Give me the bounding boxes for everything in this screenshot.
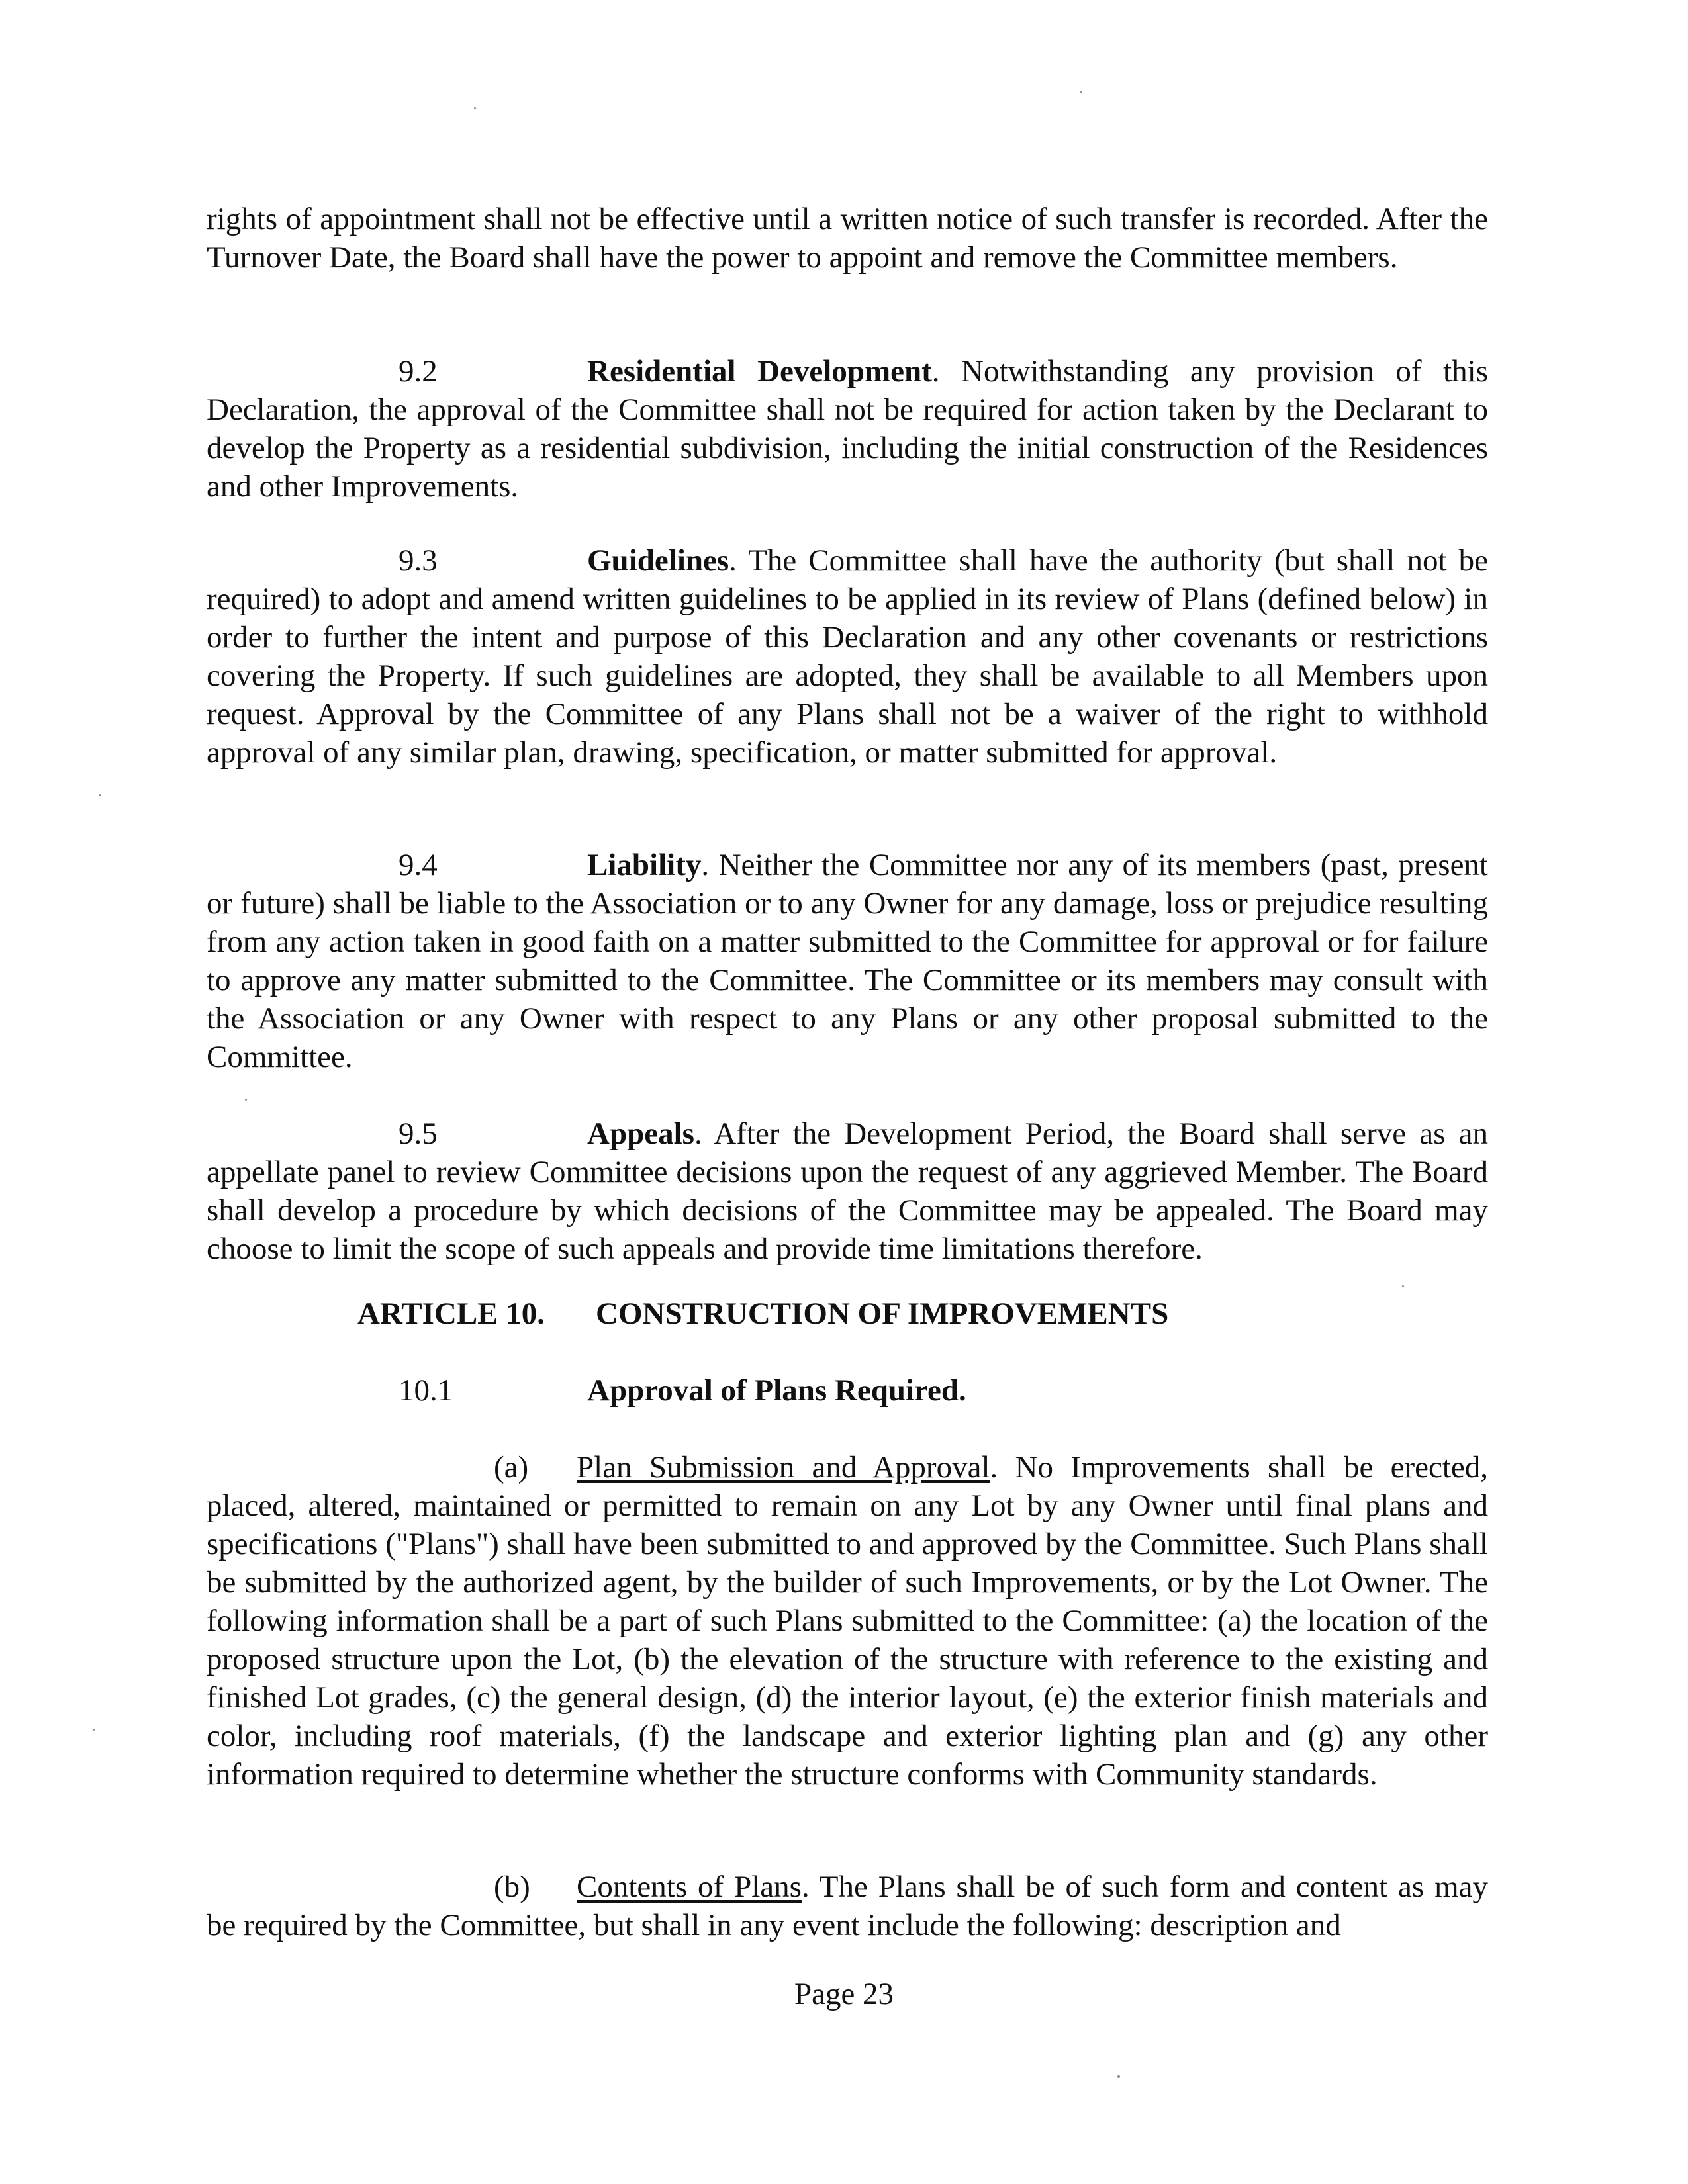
subsection-title: Contents of Plans	[577, 1870, 802, 1904]
section-9-4	[207, 846, 1488, 1076]
subsection-label: (b)	[494, 1870, 530, 1904]
subsection-body: . No Improvements shall be erected, placed, altered, maintained or permitted to remain on any Lot by any Owner until final plans and specifications ("Plans") shall have been submitted to and approved by the Committee. Such Plans shall be submitted by the authorized agent, by the builder of such Improvements, or by the Lot Owner. The following information shall be a part of such Plans submitted to the Committee: (a) the location of the proposed structure upon the Lot, (b) the elevation of the structure with reference to the existing and finished Lot grades, (c) the general design, (d) the interior layout, (e) the exterior finish materials and color, including roof materials, (f) the landscape and exterior lighting plan and (g) any other information required to determine whether the structure conforms with Community standards.	[207, 1450, 1488, 1792]
subsection-label: (a)	[494, 1450, 529, 1484]
paragraph-body: rights of appointment shall not be effective until a written notice of such transfer is recorded. After the Turnover Date, the Board shall have the power to appoint and remove the Committee members.	[207, 202, 1488, 275]
section-10-1-heading	[207, 1371, 1488, 1410]
subsection-body: . The Plans shall be of such form and content as may be required by the Committee, but shall in any event include the following: description and	[207, 1870, 1488, 1942]
section-9-2	[207, 352, 1488, 506]
section-number: 10.1	[399, 1373, 453, 1408]
scan-speck	[1080, 91, 1082, 93]
article-number: ARTICLE 10.	[357, 1297, 545, 1331]
section-title: Guidelines	[587, 543, 729, 578]
section-9-5	[207, 1115, 1488, 1268]
section-title: Approval of Plans Required.	[587, 1373, 966, 1408]
section-title: Residential Development	[587, 354, 932, 388]
article-title: CONSTRUCTION OF IMPROVEMENTS	[596, 1297, 1169, 1331]
section-title: Appeals	[587, 1116, 694, 1151]
section-body: . The Committee shall have the authority (but shall not be required) to adopt and amend written guidelines to be applied in its review of Plans (defined below) in order to further the intent and purpose of this Declaration and any other covenants or restrictions covering the Property. If such guidelines are adopted, they shall be available to all Members upon request. Approval by the Committee of any Plans shall not be a waiver of the right to withhold approval of any similar plan, drawing, specification, or matter submitted for approval.	[207, 543, 1488, 770]
scan-speck	[1117, 2075, 1120, 2078]
scan-speck	[1402, 1285, 1404, 1287]
section-body: . Notwithstanding any provision of this Declaration, the approval of the Committee shall not be required for action taken by the Declarant to develop the Property as a residential subdivision, including the initial construction of the Residences and other Improvements.	[207, 354, 1488, 504]
section-number: 9.4	[399, 848, 438, 882]
scan-speck	[93, 1729, 95, 1731]
subsection-title: Plan Submission and Approval	[577, 1450, 990, 1484]
section-title: Liability	[587, 848, 702, 882]
paragraph-continuation	[207, 200, 1488, 277]
section-number: 9.3	[399, 543, 438, 578]
subsection-a	[207, 1448, 1488, 1794]
article-heading	[357, 1295, 1168, 1333]
subsection-b	[207, 1868, 1488, 1944]
section-number: 9.2	[399, 354, 438, 388]
section-number: 9.5	[399, 1116, 438, 1151]
scan-speck	[474, 107, 476, 109]
page-number: Page 23	[794, 1977, 894, 2011]
section-9-3	[207, 541, 1488, 772]
section-body: . After the Development Period, the Board shall serve as an appellate panel to review Committee decisions upon the request of any aggrieved Member. The Board shall develop a procedure by which decisions of the Committee may be appealed. The Board may choose to limit the scope of such appeals and provide time limitations therefore.	[207, 1116, 1488, 1266]
scan-speck	[99, 794, 101, 796]
scan-speck	[245, 1099, 247, 1101]
section-body: . Neither the Committee nor any of its members (past, present or future) shall be liable to the Association or to any Owner for any damage, loss or prejudice resulting from any action taken in good faith on a matter submitted to the Committee for approval or for failure to approve any matter submitted to the Committee. The Committee or its members may consult with the Association or any Owner with respect to any Plans or any other proposal submitted to the Committee.	[207, 848, 1488, 1074]
